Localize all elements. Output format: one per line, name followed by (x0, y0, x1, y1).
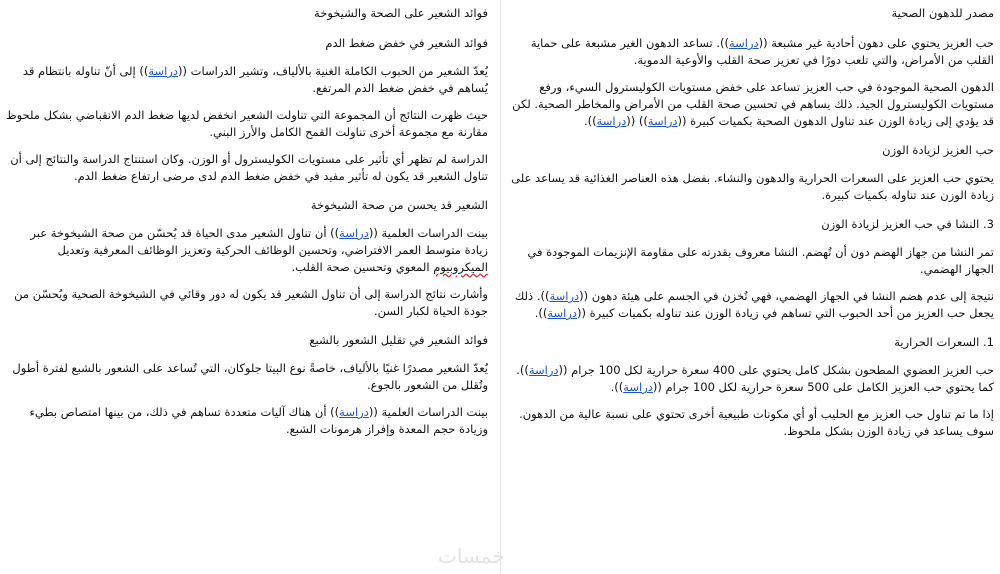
paragraph-cholesterol: الدهون الصحية الموجودة في حب العزيز تساعد على خفض مستويات الكوليسترول السيء، ورفع مستويات الكوليسترول الجيد. ذلك يساهم في تحسين صحة القلب من الأمراض والمخاطر الصحية. لكن قد يؤدي إلى زيادة الوزن عند تناول الدهون الصحية بكميات كبيرة ((دراسة)) ((دراسة)). (512, 80, 994, 128)
study-link[interactable]: دراسة (549, 289, 580, 303)
study-link[interactable]: دراسة (547, 306, 578, 320)
paragraph-satiety-mechanisms: بينت الدراسات العلمية ((دراسة)) أن هناك آليات متعددة تساهم في ذلك، من بينها امتصاص بطيء وزيادة حجم المعدة وإفراز هرمونات الشبع. (29, 405, 488, 436)
paragraph-fiber-blood-pressure: يُعدّ الشعير من الحبوب الكاملة الغنية بالألياف، وتشير الدراسات ((دراسة)) إلى أنّ تناوله بانتظام قد يُساهم في خفض ضغط الدم المرتفع. (22, 64, 488, 95)
paragraph-study-conclusion: الدراسة لم تظهر أي تأثير على مستويات الكوليسترول أو الوزن. وكان استنتاج الدراسة والنتائج إلى أن تناول الشعير قد يكون له تأثير مفيد في خفض ضغط الدم لدى مرضى ارتفاع ضغط الدم. (10, 152, 488, 183)
heading-aging: الشعير قد يحسن من صحة الشيخوخة (310, 198, 488, 212)
left-article-column (6, 0, 488, 574)
paragraph-unsaturated-fats: حب العزيز يحتوي على دهون أحادية غير مشبعة ((دراسة)). تساعد الدهون الغير مشبعة على حماية القلب من الأمراض، والتي تلعب دورًا في تعزيز صحة القلب والأوعية الدموية. (530, 36, 994, 67)
paragraph-study-results: حيث ظهرت النتائج أن المجموعة التي تناولت الشعير انخفض لديها ضغط الدم الانقباضي بشكل ملحوظ مقارنة مع مجموعة أخرى تناولت القمح الكامل والأرز البني. (6, 108, 488, 139)
column-divider (500, 0, 501, 574)
paragraph-aging-conclusion: وأشارت نتائج الدراسة إلى أن تناول الشعير قد يكون له دور وقائي في الشيخوخة الصحية ويُحسّن من جودة الحياة لكبار السن. (14, 287, 488, 318)
study-link[interactable]: دراسة (148, 64, 179, 78)
heading-blood-pressure: فوائد الشعير في خفض ضغط الدم (325, 36, 488, 50)
right-article-column (506, 0, 994, 574)
study-link[interactable]: دراسة (339, 226, 369, 240)
study-link[interactable]: دراسة (647, 114, 678, 128)
study-link[interactable]: دراسة (728, 36, 759, 50)
study-link[interactable]: دراسة (623, 380, 653, 394)
paragraph-calorie-counts: حب العزيز العضوي المطحون بشكل كامل يحتوي على 400 سعرة حرارية لكل 100 جرام ((دراسة)). كما يحتوي حب العزيز الكامل على 500 سعرة حرارية لكل 100 جرام ((دراسة)). (516, 363, 994, 394)
heading-starch: 3. النشا في حب العزيز لزيادة الوزن (821, 217, 994, 231)
watermark-logo: خمسات (438, 544, 505, 568)
heading-weight-gain: حب العزيز لزيادة الوزن (882, 143, 994, 157)
paragraph-milk-combination: إذا ما تم تناول حب العزيز مع الحليب أو أي مكونات طبيعية أخرى تحتوي على نسبة عالية من الدهون. سوف يساعد في زيادة الوزن بشكل ملحوظ. (519, 407, 994, 438)
study-link[interactable]: دراسة (528, 363, 559, 377)
heading-barley-benefits: فوائد الشعير على الصحة والشيخوخة (314, 6, 488, 20)
spellcheck-word: الميكروبيوم (433, 260, 488, 274)
heading-satiety: فوائد الشعير في تقليل الشعور بالشبع (309, 333, 488, 347)
paragraph-starch-digestion: تمر النشا من جهاز الهضم دون أن تُهضم. النشا معروف بقدرته على مقاومة الإنزيمات الموجودة في الجهاز الهضمي. (527, 245, 994, 276)
heading-calories: 1. السعرات الحرارية (894, 335, 994, 349)
paragraph-aging-studies: بينت الدراسات العلمية ((دراسة)) أن تناول الشعير مدى الحياة قد يُحسّن من صحة الشيخوخة عبر زيادة متوسط العمر الافتراضي، وتحسين الوظائف الحركية وتعزيز الوظائف المعرفية وتعديل الميكروبيوم المعوي وتحسين صحة القلب. (30, 226, 488, 274)
study-link[interactable]: دراسة (339, 405, 369, 419)
paragraph-beta-glucan: يُعدّ الشعير مصدرًا غنيًا بالألياف، خاصةً نوع البيتا جلوكان، التي تُساعد على الشعور بالشبع لفترة أطول وتُقلل من الشعور بالجوع. (12, 361, 488, 392)
heading-healthy-fats: مصدر للدهون الصحية (891, 6, 994, 20)
study-link[interactable]: دراسة (596, 114, 627, 128)
paragraph-starch-storage: نتيجة إلى عدم هضم النشا في الجهاز الهضمي، فهي تُخزن في الجسم على هيئة دهون ((دراسة)). ذلك يجعل حب العزيز من أحد الحبوب التي تساهم في زيادة الوزن عند تناوله بكميات كبيرة ((دراسة)). (514, 289, 994, 320)
paragraph-calories-fats-starch: يحتوي حب العزيز على السعرات الحرارية والدهون والنشاء. بفضل هذه العناصر الغذائية قد يساعد على زيادة الوزن عند تناوله بكميات كبيرة. (511, 171, 994, 202)
